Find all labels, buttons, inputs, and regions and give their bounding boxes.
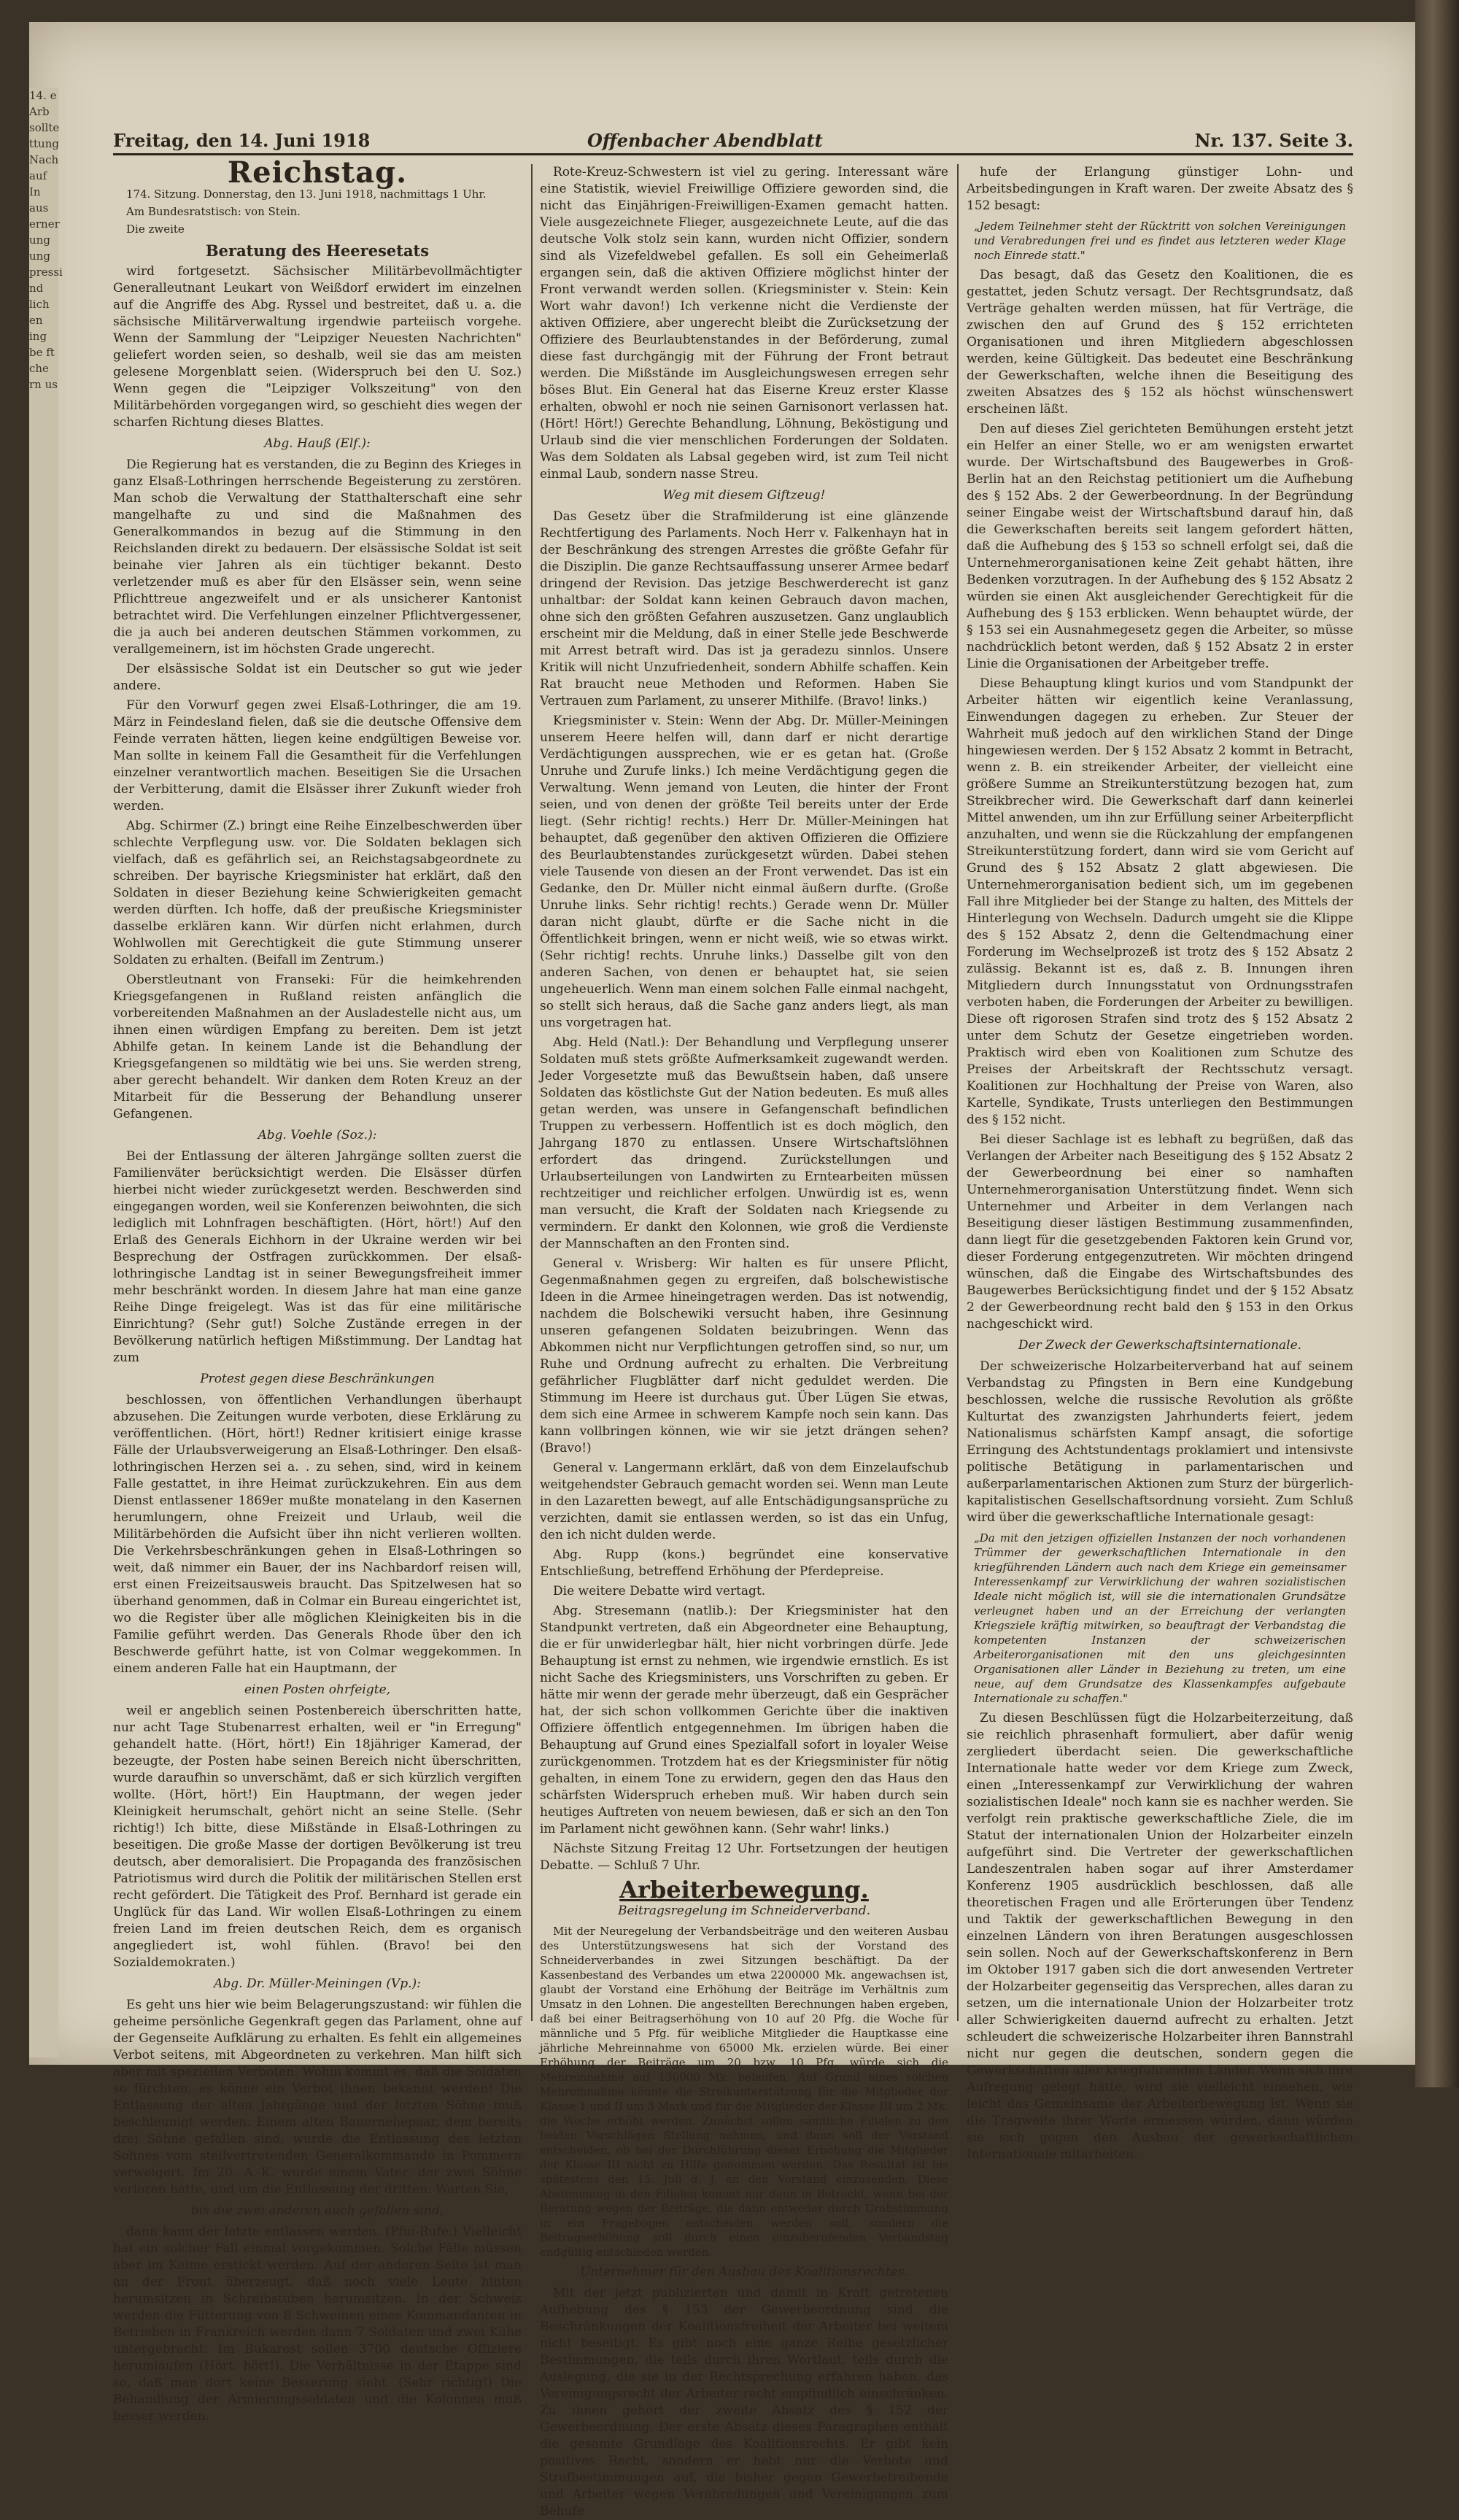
paragraph: Der elsässische Soldat ist ein Deutscher so gut wie jeder andere. bbox=[113, 662, 522, 693]
reichstag-title: Reichstag. bbox=[227, 155, 408, 190]
masthead-issue: Nr. 137. Seite 3. bbox=[1194, 130, 1353, 151]
bundesrat-line: Am Bundesratstisch: von Stein. bbox=[126, 205, 301, 218]
paragraph: Mit der jetzt publizierten und damit in Kraft getretenen Aufhebung des § 153 der Gewerbeordnung sind die Beschränkungen der Koalitionsfreiheit der Arbeiter bei weitem nicht beseitigt. Es gibt noch eine ganze Reihe gesetzlicher Bestimmungen, die teils durch ihren Wortlaut, teils durch die Auslegung, die sie in der Rechtsprechung erfahren haben, das Vereinigungsrecht der Arbeiter recht empfindlich einschränken. Zu ihnen gehört der zweite Absatz des § 152 der Gewerbeordnung. Der erste Absatz dieses Paragraphen enthält die gesamte Grundlage des Koalitionsrechts. Er gibt kein positives Recht, sondern er hebt nur die Verbote und Strafbestimmungen auf, die bisher gegen Gewerbetreibende und Arbeiter wegen Verabredungen und Vereinigungen zum Behufe bbox=[540, 2286, 948, 2519]
paragraph: Abg. Held (Natl.): Der Behandlung und Verpflegung unserer Soldaten muß stets größte Aufmerksamkeit zugewandt werden. Jeder Vorgesetzte muß das Bewußtsein haben, daß unsere Soldaten das köstlichste Gut der Nation bedeuten. Es muß alles getan werden, was unsere in Gefangenschaft befindlichen Truppen zu verbessern. Hoffentlich ist es doch möglich, den Jahrgang 1870 zu entlassen. Unsere Wirtschaftslöhnen erfordert das dringend. Zurückstellungen und Urlaubserteilungen von Landwirten zu Erntearbeiten müssen rechtzeitiger und reichlicher erfolgen. Unwürdig ist es, wenn man versucht, die Kraft der Soldaten nach Kriegsende zu vermindern. Er dankt den Kolonnen, wie groß die Verdienste der Mannschaften an den Fronten sind. bbox=[540, 1035, 948, 1251]
second-line: Die zweite bbox=[126, 223, 185, 236]
subheading: bis die zwei anderen auch gefallen sind, bbox=[190, 2203, 444, 2218]
heading-heeresetat: Beratung des Heeresetats bbox=[205, 241, 430, 260]
masthead bbox=[113, 124, 1353, 155]
paragraph: Nächste Sitzung Freitag 12 Uhr. Fortsetzungen der heutigen Debatte. — Schluß 7 Uhr. bbox=[540, 1841, 948, 1873]
session-line: 174. Sitzung. Donnerstag, den 13. Juni 1918, nachmittags 1 Uhr. bbox=[126, 188, 487, 201]
paragraph: Es geht uns hier wie beim Belagerungszustand: wir fühlen die geheime persönliche Gegenkraft gegen das Parlament, ohne auf der Gegenseite Aufklärung zu erhalten. Es fehlt ein allgemeines Verbot seitens, mit Abgeordneten zu verkehren. Man hilft sich aber mit speziellen Verboten. Wohin kommt es, daß die Soldaten so fürchten, es könne ein Verbot ihnen bekannt werden! Die Entlassung der alten Jahrgänge und der letzten Söhne muß beschleunigt werden. Einem alten Bauernehepaar, dem bereits drei Söhne gefallen sind, wurde die Entlassung des letzten Sohnes vom stellvertretenden Generalkommando in Pommern verweigert. Im 20. A.-K. wurde einem Vater, der zwei Söhne verloren hatte, und um die Entlassung der dritten: Warten Sie, bbox=[113, 1998, 522, 2197]
paragraph: wird fortgesetzt. Sächsischer Militärbevollmächtigter Generalleutnant Leukart von Weißdorf erwidert im einzelnen auf die Angriffe des Abg. Ryssel und bestreitet, daß u. a. die sächsische Militärverwaltung irgendwie parteiisch vorgehe. Wenn der Sammlung der "Leipziger Neuesten Nachrichten" geliefert worden seien, so deshalb, weil sie das am meisten gelesene Morgenblatt seien. (Widerspruch bei den U. Soz.) Wenn gegen die "Leipziger Volkszeitung" von den Militärbehörden vorgegangen wird, so geschieht dies wegen der scharfen Richtung dieses Blattes. bbox=[113, 264, 522, 430]
speaker-heading: Abg. Dr. Müller-Meiningen (Vp.): bbox=[214, 1976, 421, 1991]
paragraph: Rote-Kreuz-Schwestern ist viel zu gering. Interessant wäre eine Statistik, wieviel Freiwillige Offiziere geworden sind, die nicht das Einjährigen-Freiwilligen-Examen gemacht hatten. Viele ausgezeichnete Flieger, ausgezeichnete Leute, auf die das deutsche Volk stolz sein kann, wurden nicht Offizier, sondern sind als Vizefeldwebel gefallen. Es soll ein Geheimerlaß ergangen sein, daß die aktiven Offiziere möglichst hinter der Front verwandt werden sollen. (Kriegsminister v. Stein: Kein Wort wahr davon!) Ich verkenne nicht die Verdienste der aktiven Offiziere, aber ungerecht bleibt die Zurücksetzung der Offiziere des Beurlaubtenstandes in der Beförderung, zumal diese fast durchgängig mit der Führung der Front betraut werden. Die Mißstände im Ausgleichungswesen erregen sehr böses Blut. Ein General hat das Eiserne Kreuz erster Klasse erhalten, obwohl er noch nie seinen Garnisonort verlassen hat. (Hört! Hört!) Gerechte Behandlung, Löhnung, Beköstigung und Urlaub sind die vier menschlichen Forderungen der Soldaten. Was dem Soldaten als Labsal gegeben wird, ist zum Teil nicht einmal Laub, sondern nasse Streu. bbox=[540, 165, 948, 482]
book-binding bbox=[1415, 0, 1459, 2087]
paragraph: dann kann der letzte entlassen werden. (Pfui-Rufe.) Vielleicht hat ein solcher Fall einmal vorgekommen. Solche Fälle müssen aber im Keime erstickt werden. Auf der anderen Seite ist man an der Front überzeugt, daß noch viele Leute hinten herumsitzen in Schreibstuben herumsitzen. In der Schweiz werden die Fütterung von 8 Schweinen eines Kommandanten in Betrieben in Frankreich werden dann 7 Soldaten und zwei Kühe untergebracht. Im Bukarest sollen 3700 deutsche Offiziere herumlaufen (Hört, hört!). Die Verhältnisse in der Etappe sind so, daß man dort keine Besserung sieht. (Sehr richtig!) Die Behandlung der Armierungssoldaten und die Kolonnen muß besser werden. bbox=[113, 2225, 522, 2424]
paragraph: Den auf dieses Ziel gerichteten Bemühungen ersteht jetzt ein Helfer an einer Stelle, wo er am wenigsten erwartet wurde. Der Wirtschaftsbund des Baugewerbes in Groß-Berlin hat an den Reichstag petitioniert um die Aufhebung des § 152 Abs. 2 der Gewerbeordnung. In der Begründung seiner Eingabe weist der Wirtschaftsbund darauf hin, daß die Gewerkschaften bereits seit langem gefordert hätten, daß die Aufhebung des § 153 so schnell erfolgt sei, daß die Unternehmerorganisationen keine Zeit gehabt hätten, ihre Bedenken vorzutragen. In der Aufhebung des § 152 Absatz 2 würden sie einen Akt ausgleichender Gerechtigkeit für die Aufhebung des § 153 erblicken. Wenn behauptet würde, der § 153 sei ein Ausnahmegesetz gegen die Arbeiter, so müsse nachdrücklich betont werden, daß § 152 Absatz 2 in erster Linie die Organisationen der Arbeitgeber treffe. bbox=[967, 422, 1353, 671]
adjacent-page-edge bbox=[29, 88, 63, 2057]
quote: „Jedem Teilnehmer steht der Rücktritt von solchen Vereinigungen und Verabredungen frei und es findet aus letzteren weder Klage noch Einrede statt." bbox=[974, 220, 1346, 262]
paragraph: Die Regierung hat es verstanden, die zu Beginn des Krieges in ganz Elsaß-Lothringen herrschende Begeisterung zu zerstören. Man schob die Verwaltung der Statthalterschaft eine sehr mangelhafte zu und sind die Maßnahmen des Generalkommandos in bezug auf die Stimmung in den Reichslanden direkt zu bedauern. Der elsässische Soldat ist seit beinahe vier Jahren als ein tüchtiger bekannt. Desto verletzender muß es aber für den Elsässer sein, wenn seine Pflichttreue angezweifelt und er als unsicherer Kantonist betrachtet wird. Die Verfehlungen einzelner Pflichtvergessener, die ja auch bei anderen deutschen Stämmen vorkommen, zu verallgemeinern, ist im höchsten Grade ungerecht. bbox=[113, 457, 522, 657]
paragraph: Das Gesetz über die Strafmilderung ist eine glänzende Rechtfertigung des Parlaments. Noch Herr v. Falkenhayn hat in der Beschränkung des strengen Arrestes die größte Gefahr für die Disziplin. Die ganze Rechtsauffassung unserer Armee bedarf dringend der Revision. Das jetzige Beschwerderecht ist ganz unhaltbar: der Soldat kann keinen Gebrauch davon machen, ohne sich den größten Gefahren auszusetzen. Ganz unglaublich erscheint mir die Meldung, daß in einer Stelle jede Beschwerde mit Arrest betraft wird. Das ist ja geradezu sinnlos. Unsere Kritik will nicht Unzufriedenheit, sondern Abhilfe schaffen. Kein Rat braucht neue Methoden und Reformen. Haben Sie Vertrauen zum Parlament, zu unserer Mithilfe. (Bravo! links.) bbox=[540, 509, 948, 708]
section-title-arbeiterbewegung: Arbeiterbewegung. bbox=[619, 1876, 869, 1903]
column-1 bbox=[113, 155, 522, 2424]
paragraph: weil er angeblich seinen Postenbereich überschritten hatte, nur acht Tage Stubenarrest erhalten, weil er "in Erregung" gehandelt hatte. (Hört, hört!) Ein 18jähriger Kamerad, der bezeugte, der Posten habe seinen Bereich nicht überschritten, wurde daraufhin so unverschämt, daß er sich kürzlich vergiften wollte. (Hört, hört!) Ein Hauptmann, der wegen jeder Kleinigkeit herumschalt, gehört nicht an seine Stelle. (Sehr richtig!) Ich bitte, diese Mißstände in Elsaß-Lothringen zu beseitigen. Die große Masse der dortigen Bevölkerung ist treu deutsch, aber demoralisiert. Die Propaganda des französischen Patriotismus wird durch die Politik der militärischen Stellen erst recht gefördert. Die Tätigkeit des Prof. Bernhard ist gerade ein Unglück für das Land. Wir wollen Elsaß-Lothringen zu einem freien Land im freien deutschen Reich, dem es organisch angegliedert ist, wohl fühlen. (Bravo! bei den Sozialdemokraten.) bbox=[113, 1704, 522, 1970]
paragraph: Bei der Entlassung der älteren Jahrgänge sollten zuerst die Familienväter berücksichtigt werden. Die Elsässer dürfen hierbei nicht wieder zurückgesetzt werden. Beschwerden sind eingegangen worden, weil sie Konferenzen beiwohnten, die sich lediglich mit Lohnfragen beschäftigten. (Hört, hört!) Auf den Erlaß des Generals Eichhorn in der Ukraine werden wir bei Besprechung der Ostfragen zurückkommen. Der elsaß-lothringische Landtag ist in seiner Bewegungsfreiheit immer mehr beschränkt worden. In diesem Jahre hat man eine ganze Reihe Dinge freigelegt. Was ist das für eine militärische Einrichtung? (Sehr gut!) Solche Zustände erregen in der Bevölkerung natürlich heftigen Mißstimmung. Der Landtag hat zum bbox=[113, 1149, 522, 1365]
paragraph: Zu diesen Beschlüssen fügt die Holzarbeiterzeitung, daß sie reichlich phrasenhaft formuliert, aber dafür wenig zergliedert überdacht seien. Die gewerkschaftliche Internationale hatte weder vor dem Kriege zum Zweck, einen „Interessenkampf zur Verwirklichung der wahren sozialistischen Ideale" noch kann sie es nachher werden. Sie verfolgt rein praktische gewerkschaftliche Ziele, die im Statut der internationalen Union der Holzarbeiter einzeln aufgeführt sind. Die Vertreter der gewerkschaftlichen Landeszentralen haben sogar auf ihrer Amsterdamer Konferenz 1905 ausdrücklich beschlossen, daß alle theoretischen Fragen und alle Erörterungen über Tendenz und Taktik der gewerkschaftlichen Bewegung in den einzelnen Ländern von ihren Beratungen ausgeschlossen sein sollen. Noch auf der Gewerkschaftskonferenz in Bern im Oktober 1917 gaben sich die dort anwesenden Vertreter der Holzarbeiter gegenseitig das Versprechen, alles daran zu setzen, um die internationale Union der Holzarbeiter trotz aller Schwierigkeiten dauernd aufrecht zu erhalten. Jetzt schleudert die schweizerische Holzarbeiter ihren Bannstrahl nicht nur gegen die deutschen, sondern gegen die Gewerkschaften aller kriegführenden Länder. Wenn sich ihre Aufregung gelegt hätte, wird sie vielleicht einsehen, wie leicht das Gemeinsame der Arbeiterbewegung ist. Wenn sie die Tragweite ihrer Worte ermessen würden, dann würden sie sich gegen den Ausbau der gewerkschaftlichen Internationale mitarbeiten. bbox=[967, 1711, 1353, 2162]
subheading: Unternehmer für den Ausbau des Koalitionsrechtes. bbox=[580, 2265, 908, 2279]
paragraph: beschlossen, von öffentlichen Verhandlungen überhaupt abzusehen. Die Zeitungen wurde verboten, diese Erklärung zu veröffentlichen. (Hört, hört!) Redner kritisiert einige krasse Fälle der Urlaubsverweigerung an Elsaß-Lothringer. Den elsaß-lothringischen Herzen sei a. . zu sehen, sind, wird in keinem Falle gestattet, in ihre Heimat zurückzukehren. Ein aus dem Dienst entlassener 1869er mußte monatelang in den Kasernen herumlungern, ohne Freizeit und Urlaub, weil die Militärbehörden die Aufsicht über ihn nicht verlieren wollten. Die Verkehrsbeschränkungen gehen in Elsaß-Lothringen so weit, daß nimmer ein Bauer, der ins Nachbardorf reisen will, erst einen Freizeitsausweis braucht. Das Spitzelwesen hat so überhand genommen, daß in Colmar ein Bureau eingerichtet ist, wo die Register über alle möglichen Kleinigkeiten bis in die Familie geführt werden. Das Generals Rhode über den ich Beschwerde geführt hatte, ist von Colmar weggekommen. In einem anderen Falle hat ein Hauptmann, der bbox=[113, 1393, 522, 1676]
column-rule bbox=[531, 164, 533, 2021]
paragraph: Die weitere Debatte wird vertagt. bbox=[553, 1584, 766, 1599]
paragraph: Das besagt, daß das Gesetz den Koalitionen, die es gestattet, jeden Schutz versagt. Der Rechtsgrundsatz, daß Verträge gehalten werden müssen, hat für Verträge, die zwischen den auf Grund des § 152 errichteten Organisationen und ihren Mitgliedern abgeschlossen werden, keine Gültigkeit. Das bedeutet eine Beschränkung der Gewerkschaften, welche ihnen die Beseitigung des zweiten Absatzes des § 152 als höchst wünschenswert erscheinen läßt. bbox=[967, 268, 1353, 417]
quote: „Da mit den jetzigen offiziellen Instanzen der noch vorhandenen Trümmer der gewerkschaftlichen Internationale in den kriegführenden Ländern auch nach dem Kriege ein gemeinsamer Interessenkampf zur Verwirklichung der wahren sozialistischen Ideale nicht möglich ist, will sie die internationalen Grundsätze verleugnet haben und an der Erreichung der verlangten Kriegsziele kräftig mitwirken, so beauftragt der Verbandstag die kompetenten Instanzen der schweizerischen Arbeiterorganisationen mit den uns gleichgesinnten Organisationen aller Länder in Beziehung zu treten, um eine neue, auf dem Grundsatze des Klassenkampfes aufgebaute Internationale zu schaffen." bbox=[974, 1531, 1346, 1705]
subheading: Beitragsregelung im Schneiderverband. bbox=[617, 1903, 871, 1918]
masthead-paper: Offenbacher Abendblatt bbox=[587, 130, 823, 151]
paragraph: Oberstleutnant von Franseki: Für die heimkehrenden Kriegsgefangenen in Rußland reisten anfänglich die vorbereitenden Maßnahmen an der Ausladestelle nicht aus, um ihnen einen würdigen Empfang zu bereiten. Dem ist jetzt Abhilfe getan. In keinem Lande ist die Behandlung der Kriegsgefangenen so mildtätig wie bei uns. Sie werden streng, aber gerecht behandelt. Wir danken dem Roten Kreuz an der Mitarbeit für die Besserung der Behandlung unserer Gefangenen. bbox=[113, 973, 522, 1121]
paragraph: hufe der Erlangung günstiger Lohn- und Arbeitsbedingungen in Kraft waren. Der zweite Absatz des § 152 besagt: bbox=[967, 165, 1353, 213]
subheading: Der Zweck der Gewerkschaftsinternationale. bbox=[1018, 1338, 1302, 1353]
paragraph: Für den Vorwurf gegen zwei Elsaß-Lothringer, die am 19. März in Feindesland fielen, daß sie die deutsche Offensive dem Feinde verraten hätten, liegen keine endgültigen Beweise vor. Man sollte in keinem Fall die Gesamtheit für die Verfehlungen einzelner verantwortlich machen. Beseitigen Sie die Ursachen der Verbitterung, damit die Elsässer ihrer Zukunft wieder froh werden. bbox=[113, 698, 522, 813]
column-3 bbox=[967, 164, 1353, 2162]
column-rule bbox=[957, 164, 959, 2021]
subheading: einen Posten ohrfeigte, bbox=[244, 1682, 391, 1697]
speaker-heading: Abg. Voehle (Soz.): bbox=[258, 1128, 377, 1143]
subheading: Protest gegen diese Beschränkungen bbox=[200, 1372, 435, 1386]
paragraph: Der schweizerische Holzarbeiterverband hat auf seinem Verbandstag zu Pfingsten in Bern eine Kundgebung beschlossen, welche die russische Revolution als größte Kulturtat des zwanzigsten Jahrhunderts feiert, jedem Nationalismus schärfsten Kampf ansagt, die sofortige Erringung des Achtstundentags proklamiert und intensivste politische Betätigung in parlamentarischen und außerparlamentarischen Aktionen zum Sturz der bürgerlich-kapitalistischen Gesellschaftsordnung vorsieht. Zum Schluß wird über die gewerkschaftliche Internationale gesagt: bbox=[967, 1359, 1353, 1525]
newspaper-page bbox=[29, 22, 1430, 2519]
speaker-heading: Abg. Hauß (Elf.): bbox=[264, 436, 371, 451]
paragraph: Diese Behauptung klingt kurios und vom Standpunkt der Arbeiter hätten wir eigentlich keine Veranlassung, Einwendungen dagegen zu erheben. Zur Steuer der Wahrheit muß jedoch auf den wirklichen Stand der Dinge hingewiesen werden. Der § 152 Absatz 2 kommt in Betracht, wenn z. B. ein streikender Arbeiter, der vielleicht eine größere Summe an Streikunterstützung bezogen hat, zum Streikbrecher wird. Die Gewerkschaft darf dann keinerlei Mittel anwenden, um ihn zur Erfüllung seiner Arbeiterpflicht anzuhalten, und wenn sie die Rückzahlung der empfangenen Streikunterstützung fordert, dann wird sie vom Gericht auf Grund des § 152 Absatz 2 glatt abgewiesen. Die Unternehmerorganisation bedient sich, um im gegebenen Fall ihre Mitglieder bei der Stange zu halten, des Mittels der Hinterlegung von Wechseln. Dadurch umgeht sie die Klippe des § 152 Absatz 2, denn die Geltendmachung einer Forderung im Wechselprozeß ist trotz des § 152 Absatz 2 zulässig. Bekannt ist es, daß z. B. Innungen ihren Mitgliedern durch Innungsstatut von Ordnungsstrafen verboten haben, die Forderungen der Arbeiter zu bewilligen. Diese oft rigorosen Strafen sind trotz des § 152 Absatz 2 unter dem Schutz der Gesetze eingetrieben worden. Praktisch wird eben von Koalitionen zum Schutze des Preises der Arbeitskraft der Rechtsschutz versagt. Koalitionen zur Hochhaltung der Preise von Waren, also Kartelle, Syndikate, Trusts unterliegen den Bestimmungen des § 152 nicht. bbox=[967, 676, 1353, 1127]
paragraph: Abg. Rupp (kons.) begründet eine konservative Entschließung, betreffend Erhöhung der Pferdepreise. bbox=[540, 1547, 948, 1579]
edge-text: 14. e Arb sollte ttung Nach auf In aus erner ung ung pressi nd lich en ing be ft che rn us bbox=[29, 89, 63, 391]
subheading: Weg mit diesem Giftzeug! bbox=[662, 488, 826, 503]
paragraph: Abg. Schirmer (Z.) bringt eine Reihe Einzelbeschwerden über schlechte Verpflegung usw. vor. Die Soldaten beklagen sich vielfach, daß es gefährlich sei, an Reichstagsabgeordnete zu schreiben. Der bayrische Kriegsminister hat erklärt, daß den Soldaten in dieser Beziehung keine Schwierigkeiten gemacht werden dürften. Ich hoffe, daß der preußische Kriegsminister dasselbe erklären kann. Wir dürfen nicht erlahmen, durch Wohlwollen mit Gerechtigkeit die gute Stimmung unserer Soldaten zu erhalten. (Beifall im Zentrum.) bbox=[113, 819, 522, 967]
paragraph: General v. Wrisberg: Wir halten es für unsere Pflicht, Gegenmaßnahmen gegen zu ergreifen, daß bolschewistische Ideen in die Armee hineingetragen werden. Das ist notwendig, nachdem die Bolschewiki versucht haben, ihre Gesinnung unseren gefangenen Soldaten beizubringen. Wenn das Abkommen nicht nur Verpflichtungen getroffen sind, so nur, um Ruhe und Ordnung aufrecht zu erhalten. Die Verbreitung gefährlicher Flugblätter darf nicht geduldet werden. Die Stimmung im Heere ist durchaus gut. Über Lügen Sie etwas, dem sich eine Armee in schwerem Kampfe noch sein kann. Das kann vollbringen können, wie wir sie jetzt drängen sehen? (Bravo!) bbox=[540, 1256, 948, 1456]
paragraph: General v. Langermann erklärt, daß von dem Einzelaufschub weitgehendster Gebrauch gemacht worden sei. Wenn man Leute in den Lazaretten bewegt, auf alle Entschädigungsansprüche zu verzichten, damit sie entlassen werden, so ist das ein Unfug, den ich nicht dulden werde. bbox=[540, 1461, 948, 1542]
paragraph: Kriegsminister v. Stein: Wenn der Abg. Dr. Müller-Meiningen unserem Heere helfen will, dann darf er nicht derartige Verdächtigungen aussprechen, wie er es getan hat. (Große Unruhe und Zurufe links.) Ich meine Verdächtigung gegen die Verwaltung. Wenn jemand von Leuten, die hinter der Front seien, und von denen der größte Teil bereits unter der Erde liegt. (Sehr richtig! rechts.) Herr Dr. Müller-Meiningen hat behauptet, daß gegenüber den aktiven Offizieren die Offiziere des Beurlaubtenstandes zurückgesetzt würden. Dabei stehen viele Tausende von diesen an der Front verwendet. Das ist ein Gedanke, den Dr. Müller nicht einmal äußern durfte. (Große Unruhe links. Sehr richtig! rechts.) Gerade wenn Dr. Müller daran nicht glaubt, dürfte er die Sache nicht in die Öffentlichkeit bringen, wenn er nicht weiß, wie so etwas wirkt. (Sehr richtig! rechts. Unruhe links.) Dasselbe gilt von den anderen Sachen, von denen er behauptet hat, sie seien ungeheuerlich. Wenn man einem solchen Falle einmal nachgeht, so stellt sich heraus, daß die Sache ganz anders liegt, als man uns vorgetragen hat. bbox=[540, 714, 948, 1030]
paragraph: Mit der Neuregelung der Verbandsbeiträge und den weiteren Ausbau des Unterstützungswesens hat sich der Vorstand des Schneiderverbandes in zwei Sitzungen beschäftigt. Da der Kassenbestand des Verbandes um etwa 2200000 Mk. angewachsen ist, glaubt der Vorstand eine Erhöhung der Beiträge im Verhältnis zum Umsatz in den Lohnen. Die angestellten Berechnungen haben ergeben, daß bei einer Beitragserhöhung von 10 auf 20 Pfg. die Woche für männliche und 5 Pfg. für weibliche Mitglieder die Hauptkasse eine jährliche Mehreinnahme von 65000 Mk. erzielen würde. Bei einer Erhöhung der Beiträge um 20 bzw. 10 Pfg. würde sich die Mehreinnahme auf 130000 Mk. belaufen. Auf Grund eines solchen Mehreinnahme könnte die Streikunterstützung für die Mitglieder der Klasse 1 und II um 3 Mark und für die Mitglieder der Klasse III um 2 Mk. die Woche erhöht werden. Zunächst sollen sämtliche Filialen zu den beiden Vorschlägen Stellung nehmen, und dann soll der Vorstand entscheiden, ob bei der Durchführung dieser Erhöhung die Mitglieder der Klasse III nicht zu Hilfe genommen werden. Das Resultat ist bis spätestens den 15. Juli d. J. an den Vorstand einzusenden. Diese Abstimmung in den Filialen kommt nur dann in Betracht, wenn bei der Beratung wegen der Beiträge, die dann entweder durch Urabstimmung in ein Fragebogen entscheiden werden soll, sondern die Beitragserhöhung soll durch einen einzuberufenden Verbandstag endgültig entschieden werden. bbox=[540, 1925, 948, 2259]
paragraph: Bei dieser Sachlage ist es lebhaft zu begrüßen, daß das Verlangen der Arbeiter nach Beseitigung des § 152 Absatz 2 der Gewerbeordnung bei einer so namhaften Unternehmerorganisation Unterstützung findet. Wenn sich Unternehmer und Arbeiter in dem Verlangen nach Beseitigung dieser lästigen Bestimmung zusammenfinden, dann liegt für die gesetzgebenden Faktoren kein Grund vor, dieser Forderung entgegenzutreten. Wir möchten dringend wünschen, daß die Eingabe des Wirtschaftsbundes des Baugewerbes Berücksichtigung findet und der § 152 Absatz 2 der Gewerbeordnung recht bald den § 153 in den Orkus nachgeschickt wird. bbox=[967, 1132, 1353, 1331]
masthead-date: Freitag, den 14. Juni 1918 bbox=[113, 130, 371, 151]
paragraph: Abg. Stresemann (natlib.): Der Kriegsminister hat den Standpunkt vertreten, daß ein Abgeordneter eine Behauptung, die er für unwiderlegbar hält, hier nicht vorbringen dürfe. Jede Behauptung ist ernst zu nehmen, wie irgendwie ernstlich. Es ist nicht Sache des Kriegsministers, uns Vorschriften zu geben. Er hätte mir wenn der gerade mehr überzeugt, daß ein Gesprächer hat, der sich schon vollkommen Gerichte über die inaktiven Offiziere öffentlich entgegennehmen. Im übrigen haben die Behauptung auf Grund eines Spezialfall sofort in loyaler Weise zurückgenommen. Trotzdem hat es der Kriegsminister für nötig gehalten, in einem Tone zu erwidern, gegen den das Haus den schärfsten Widerspruch erheben muß. Wir haben durch sein heutiges Auftreten von neuem bewiesen, daß er sich an den Ton im Parlament nicht gewöhnen kann. (Sehr wahr! links.) bbox=[540, 1604, 948, 1836]
column-2 bbox=[540, 164, 948, 2519]
